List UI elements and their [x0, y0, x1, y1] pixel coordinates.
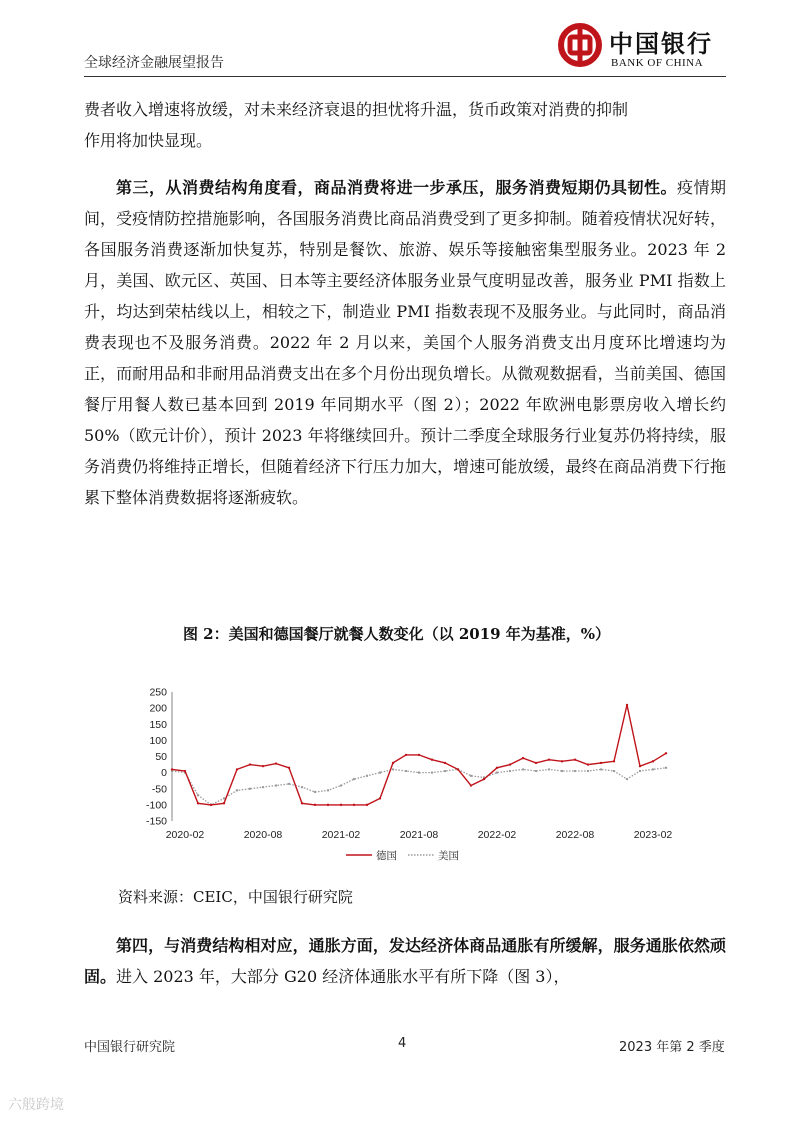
- legend-label: 德国: [376, 850, 397, 862]
- paragraph-line: 费者收入增速将放缓，对未来经济衰退的担忧将升温，货币政策对消费的抑制: [84, 100, 629, 119]
- data-point: [600, 762, 602, 764]
- data-point: [509, 770, 511, 772]
- data-point: [314, 791, 316, 793]
- logo-english-name: BANK OF CHINA: [611, 57, 704, 69]
- data-point: [561, 770, 563, 772]
- data-point: [366, 804, 368, 806]
- legend-label: 美国: [438, 850, 459, 862]
- data-point: [509, 763, 511, 765]
- data-point: [548, 768, 550, 770]
- data-point: [262, 786, 264, 788]
- data-point: [496, 767, 498, 769]
- data-point: [522, 757, 524, 759]
- data-point: [418, 771, 420, 773]
- data-point: [561, 760, 563, 762]
- x-tick-label: 2022-08: [555, 829, 595, 841]
- data-point: [275, 762, 277, 764]
- data-point: [314, 804, 316, 806]
- data-point: [197, 794, 199, 796]
- footer-quarter: 2023 年第 2 季度: [619, 1040, 725, 1055]
- report-title: 全球经济金融展望报告: [84, 55, 224, 71]
- data-point: [652, 760, 654, 762]
- paragraph-lead: 第三，从消费结构角度看，商品消费将进一步承压，服务消费短期仍具韧性。: [116, 178, 677, 197]
- data-point: [626, 778, 628, 780]
- x-tick-label: 2021-02: [321, 829, 361, 841]
- x-tick-label: 2022-02: [477, 829, 517, 841]
- x-tick-label: 2021-08: [399, 829, 439, 841]
- bank-of-china-emblem-icon: [557, 22, 603, 68]
- data-point: [210, 804, 212, 806]
- data-point: [522, 768, 524, 770]
- data-point: [366, 775, 368, 777]
- data-point: [548, 759, 550, 761]
- data-point: [613, 770, 615, 772]
- page-number: 4: [398, 1036, 407, 1051]
- data-point: [197, 802, 199, 804]
- data-point: [587, 763, 589, 765]
- data-point: [431, 759, 433, 761]
- data-point: [444, 762, 446, 764]
- data-point: [431, 771, 433, 773]
- data-point: [301, 802, 303, 804]
- data-point: [249, 763, 251, 765]
- y-tick-label: -100: [145, 799, 167, 812]
- data-point: [353, 778, 355, 780]
- paragraph-continuation: [84, 94, 726, 156]
- data-point: [392, 768, 394, 770]
- data-point: [587, 770, 589, 772]
- header-divider: [84, 76, 726, 77]
- data-point: [236, 789, 238, 791]
- data-point: [340, 784, 342, 786]
- data-point: [379, 797, 381, 799]
- figure-source: 资料来源：CEIC，中国银行研究院: [118, 888, 353, 906]
- x-tick-label: 2020-08: [243, 829, 283, 841]
- watermark: 六般跨境: [8, 1097, 64, 1113]
- y-tick-label: -50: [151, 783, 167, 796]
- data-point: [171, 768, 173, 770]
- logo-chinese-name: 中国银行: [609, 30, 713, 58]
- data-point: [470, 775, 472, 777]
- data-point: [535, 770, 537, 772]
- data-point: [327, 804, 329, 806]
- data-point: [275, 784, 277, 786]
- paragraph-lead: 第四，与消费结构相对应，通胀方面，发达经济体商品通胀有所缓解，服务通胀依然顽固。: [84, 936, 726, 986]
- data-point: [405, 754, 407, 756]
- data-point: [444, 770, 446, 772]
- data-point: [483, 778, 485, 780]
- restaurant-diners-line-chart: [136, 678, 676, 868]
- data-point: [639, 770, 641, 772]
- data-point: [288, 783, 290, 785]
- data-point: [392, 762, 394, 764]
- y-tick-label: 0: [161, 767, 167, 780]
- data-point: [639, 765, 641, 767]
- y-tick-label: -150: [145, 815, 167, 828]
- data-point: [535, 762, 537, 764]
- data-point: [223, 802, 225, 804]
- data-point: [262, 765, 264, 767]
- data-point: [327, 789, 329, 791]
- data-point: [470, 784, 472, 786]
- paragraph-line: 作用将加快显现。: [84, 131, 213, 150]
- data-point: [613, 760, 615, 762]
- data-point: [353, 804, 355, 806]
- paragraph-body: 进入 2023 年，大部分 G20 经济体通胀水平有所下降（图 3），: [116, 967, 570, 986]
- bank-logo: [557, 20, 727, 76]
- data-point: [340, 804, 342, 806]
- y-tick-label: 250: [149, 686, 167, 699]
- x-tick-label: 2020-02: [165, 829, 205, 841]
- data-point: [379, 771, 381, 773]
- data-point: [249, 788, 251, 790]
- paragraph-body: 疫情期间，受疫情防控措施影响，各国服务消费比商品消费受到了更多抑制。随着疫情状况好转，各国服务消费逐渐加快复苏，特别是餐饮、旅游、娱乐等接触密集型服务业。2023 年 2 月，美国、欧元区、英国、日本等主要经济体服务业景气度明显改善，服务业 PMI 指数上升，均达到荣枯线以上，相较之下，制造业 PMI 指数表现不及服务业。与此同时，商品消费表现也不及服务消费。2022 年 2 月以来，美国个人服务消费支出月度环比增速均为正，而耐用品和非耐用品消费支出在多个月份出现负增长。从微观数据看，当前美国、德国餐厅用餐人数已基本回到 2019 年同期水平（图 2）；2022 年欧洲电影票房收入增长约 50%（欧元计价），预计 2023 年将继续回升。预计二季度全球服务行业复苏仍将持续，服务消费仍将维持正增长，但随着经济下行压力加大，增速可能放缓，最终在商品消费下行拖累下整体消费数据将逐渐疲软。: [84, 178, 726, 507]
- data-point: [626, 704, 628, 706]
- data-point: [301, 786, 303, 788]
- footer-institute: 中国银行研究院: [84, 1040, 176, 1055]
- data-point: [405, 770, 407, 772]
- data-point: [600, 768, 602, 770]
- data-point: [652, 768, 654, 770]
- paragraph-inflation: [84, 930, 726, 992]
- x-tick-label: 2023-02: [633, 829, 673, 841]
- data-point: [288, 767, 290, 769]
- y-tick-label: 200: [149, 702, 167, 715]
- data-point: [418, 754, 420, 756]
- figure-title: 图 2：美国和德国餐厅就餐人数变化（以 2019 年为基准，%）: [182, 625, 611, 643]
- data-point: [665, 767, 667, 769]
- data-point: [184, 770, 186, 772]
- y-tick-label: 150: [149, 718, 167, 731]
- data-point: [574, 770, 576, 772]
- y-tick-label: 50: [155, 751, 167, 763]
- data-point: [236, 768, 238, 770]
- paragraph-consumption-structure: [84, 172, 726, 513]
- y-tick-label: 100: [149, 734, 167, 747]
- data-point: [665, 752, 667, 754]
- data-point: [457, 768, 459, 770]
- data-point: [574, 759, 576, 761]
- data-point: [496, 771, 498, 773]
